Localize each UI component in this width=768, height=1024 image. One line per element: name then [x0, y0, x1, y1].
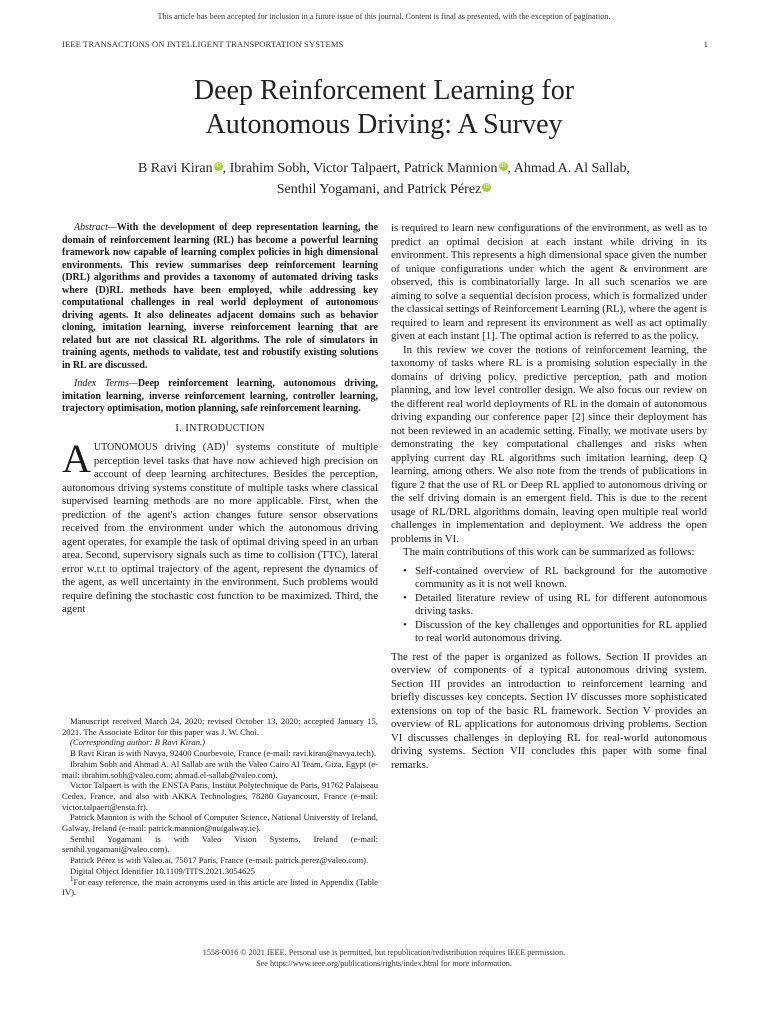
list-item: • Detailed literature review of using RL for different autonomous driving tasks.: [391, 592, 707, 619]
contributions-list: [391, 565, 707, 646]
title-line-1: Deep Reinforcement Learning for: [193, 75, 575, 106]
index-terms: [62, 378, 378, 416]
abstract-text: With the development of deep representation learning, the domain of reinforcement learning (RL) has become a powerful learning framework now capable of learning complex policies in high dimensional environments. This review summarises deep reinforcement learning (DRL) algorithms and provides a taxonomy of automated driving tasks where (D)RL methods have been employed, while addressing key computational challenges in real world deployment of autonomous driving agents. It also delineates adjacent domains such as behavior cloning, imitation learning, inverse reinforcement learning that are related but are not classical RL algorithms. The role of simulators in training agents, methods to validate, test and robustify existing solutions in RL are discussed.: [62, 222, 378, 371]
footnote-kiran: B Ravi Kiran is with Navya, 92400 Courbevoie, France (e-mail: ravi.kiran@navya.tech).: [70, 748, 376, 759]
orcid-icon[interactable]: iD: [500, 163, 506, 169]
abstract-label: Abstract—: [74, 222, 117, 233]
rights-link[interactable]: See https://www.ieee.org/publications/rights/index.html for more information.: [256, 959, 512, 968]
footnote-talpaert: Victor Talpaert is with the ENSTA Paris, Institut Polytechnique de Paris, 91762 Palaiseau Cedex, France, and also with AKKA Technologies, 78280 Guyancourt, France (e-mail: victor.talpaert@ensta.fr).: [62, 780, 378, 812]
paper-title: [0, 74, 768, 142]
acceptance-notice: This article has been accepted for inclusion in a future issue of this journal. Content is final as presented, with the exception of pagination.: [157, 12, 611, 21]
footnotes: [62, 716, 378, 898]
right-column: [391, 222, 707, 772]
doi: Digital Object Identifier 10.1109/TITS.2021.3054625: [70, 865, 255, 876]
footnote-received: Manuscript received March 24, 2020; revised October 13, 2020; accepted January 15, 2021. The Associate Editor for this paper was J. W. Choi.: [62, 716, 378, 737]
copyright-line: 1558-0016 © 2021 IEEE. Personal use is permitted, but republication/redistribution requires IEEE permission.: [202, 948, 566, 957]
title-line-2: Autonomous Driving: A Survey: [205, 109, 563, 140]
index-terms-text: Deep reinforcement learning, autonomous driving, imitation learning, inverse reinforcement learning, controller learning, trajectory optimisation, motion planning, safe reinforcement learning.: [62, 378, 379, 414]
author-group-1: , Ibrahim Sobh, Victor Talpaert, Patrick Mannion: [222, 161, 498, 176]
author-group-2: , Ahmad A. Al Sallab,: [507, 161, 631, 176]
left-column: [62, 222, 378, 617]
orcid-icon[interactable]: iD: [215, 163, 221, 169]
abstract-block: [62, 222, 378, 416]
authors-line-1: [0, 158, 768, 179]
drop-cap: A: [62, 436, 91, 481]
list-item: • Discussion of the key challenges and opportunities for RL applied to real world autonomous driving.: [391, 619, 707, 646]
intro-left-text: [62, 436, 379, 617]
footnote-mannion: Patrick Mannion is with the School of Computer Science, National University of Ireland, Galway, Ireland (e-mail: patrick.mannion@nuigalway.ie).: [62, 812, 378, 834]
intro-paragraph-3: The main contributions of this work can be summarized as follows:: [403, 546, 695, 558]
footnote-1: $^1$For easy reference, the main acronyms used in this article are listed in Appendix (Table IV).: [62, 874, 378, 898]
abstract: [62, 222, 378, 372]
intro-paragraph-2: In this review we cover the notions of reinforcement learning, the taxonomy of tasks where RL is a promising solution especially in the domains of driving policy, predictive perception, path and motion planning, and low level controller design. We also focus our review on the different real world deployments of RL in the domain of autonomous driving expanding our conference paper [2] since their deployment has not been reviewed in an academic setting. Finally, we motivate users by demonstrating the key computational challenges and risks when applying current day RL algorithms such imitation learning, deep Q learning, among others. We also note from the trends of publications in figure 2 that the use of RL or Deep RL applied to autonomous driving or the self driving domain is an emergent field. This is due to the recent usage of RL/DRL algorithms domain, leaving open multiple real world challenges in implementation and deployment. We address the open problems in VI.: [391, 343, 707, 545]
author-group-3: Senthil Yogamani, and Patrick Pérez: [276, 182, 482, 197]
orcid-icon[interactable]: iD: [483, 184, 490, 190]
footnote-corresponding: (Corresponding author: B Ravi Kiran.): [70, 737, 206, 748]
intro-paragraph-1-cont: is required to learn new configurations of the environment, as well as to predict an optimal decision at each instant while driving in its environment. This represents a high dimensional space given the number of unique configurations under which the agent & environment are observed, this is combinatorially large. In all such scenarios we are aiming to solve a sequential decision process, which is formalized under the classical settings of Reinforcement Learning (RL), where the agent is required to learn and represent its environment as well as act optimally given at each instant [1]. The optimal action is referred to as the policy.: [391, 222, 707, 342]
footnote-sobh: Ibrahim Sobh and Ahmad A. Al Sallab are with the Valeo Cairo AI Team, Giza, Egypt (e-mail: ibrahim.sobh@valeo.com; ahmad.el-sallab@valeo.com).: [62, 758, 378, 780]
section-heading-introduction: I. INTRODUCTION: [175, 421, 265, 434]
intro-paragraph-1: AUTONOMOUS driving (AD)$^1$ systems constitute of multiple perception level tasks that have now achieved high precision on account of deep learning architectures. Besides the perception, autonomous driving systems constitute of multiple tasks where classical supervised learning methods are no more applicable. First, when the prediction of the agent's action changes future sensor observations received from the environment under which the autonomous driving agent operates, for example the task of optimal driving speed in an urban area. Second, supervisory signals such as time to collision (TTC), lateral error w.r.t to optimal trajectory of the agent, represent the dynamics of the agent, as well uncertainty in the environment. Such problems would require defining the stochastic cost function to be maximized. Third, the agent: [62, 436, 379, 615]
list-item: • Self-contained overview of RL background for the automotive community as it is not well known.: [391, 565, 707, 592]
running-header: [62, 39, 708, 49]
author-list: [0, 158, 768, 200]
footnote-marker[interactable]: 1: [225, 439, 230, 448]
intro-paragraph-4: The rest of the paper is organized as follows. Section II provides an overview of components of a typical autonomous driving system. Section III provides an introduction to reinforcement learning and briefly discusses key concepts. Section IV discusses more sophisticated extensions on top of the basic RL framework. Section V provides an overview of RL applications for autonomous driving problems. Section VI discusses challenges in deploying RL for real-world autonomous driving systems. Section VII concludes this paper with some final remarks.: [391, 650, 707, 771]
footnote-yogamani: Senthil Yogamani is with Valeo Vision Systems, Ireland (e-mail: senthil.yogamani@valeo.com).: [62, 833, 378, 855]
index-terms-label: Index Terms—: [74, 378, 138, 389]
footnote-perez: Patrick Pérez is with Valeo.ai, 75017 Paris, France (e-mail: patrick.perez@valeo.com).: [70, 855, 369, 866]
author-kiran: B Ravi Kiran: [137, 161, 213, 176]
copyright-footer: [0, 947, 768, 969]
journal-name: IEEE TRANSACTIONS ON INTELLIGENT TRANSPORTATION SYSTEMS: [62, 39, 344, 49]
authors-line-2: [0, 179, 768, 200]
page-number: 1: [703, 39, 708, 49]
